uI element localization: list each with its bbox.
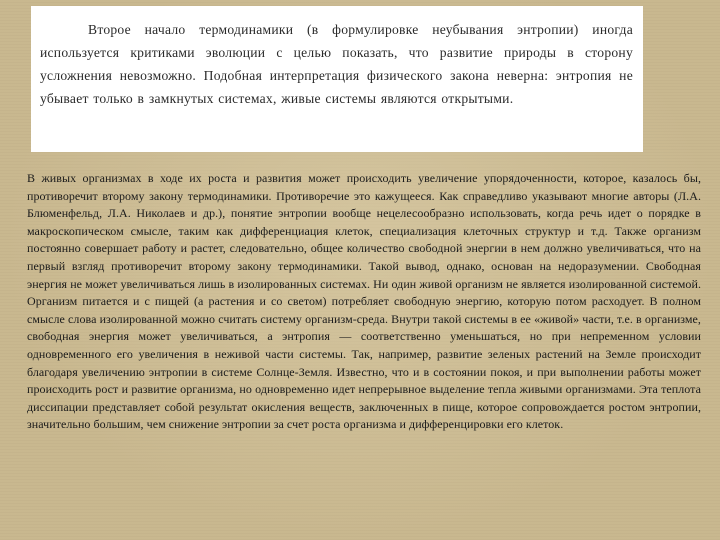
quote-text: Второе начало термодинамики (в формулировке неубывания энтропии) иногда используется критиками эволюции с целью показать, что развитие природы в сторону усложнения невозможно. Подобная интерпретация физического закона неверна: энтропия не убывает только в замкнутых системах, живые системы являются открытыми.: [40, 22, 633, 106]
quote-box: [31, 6, 643, 152]
body-paragraph: В живых организмах в ходе их роста и развития может происходить увеличение упорядоченности, которое, казалось бы, противоречит второму закону термодинамики. Противоречие это кажущееся. Как справедливо указывают многие авторы (Л.А. Блюменфельд, Л.А. Николаев и др.), понятие энтропии вообще нецелесообразно использовать, когда речь идет о порядке в макроскопическом смысле, таким как дифференциация клеток, специализация клеточных структур и т.д. Также организм постоянно совершает работу и растет, следовательно, общее количество свободной энергии в нем должно увеличиваться, что на первый взгляд противоречит второму закону термодинамики. Такой вывод, однако, основан на недоразумении. Свободная энергия не может увеличиваться лишь в изолированных системах. Ни один живой организм не является изолированной системой. Организм питается и с пищей (а растения и со светом) потребляет свободную энергию, которую потом расходует. В полном смысле слова изолированной можно считать систему организм-среда. Внутри такой системы в ее «живой» части, т.е. в организме, свободная энергия может увеличиваться, а энтропия — соответственно уменьшаться, но при непременном условии одновременного его увеличения в неживой части системы. Так, например, развитие зеленых растений на Земле происходит благодаря увеличению энтропии в системе Солнце-Земля. Известно, что и в состоянии покоя, и при выполнении работы может происходить рост и развитие организма, но одновременно идет непрерывное выделение тепла живыми организмами. Эта теплота диссипации представляет собой результат окисления веществ, заключенных в пище, которое сопровождается ростом энтропии, значительно большим, чем снижение энтропии за счет роста организма и дифференцировки его клеток.: [27, 171, 701, 432]
